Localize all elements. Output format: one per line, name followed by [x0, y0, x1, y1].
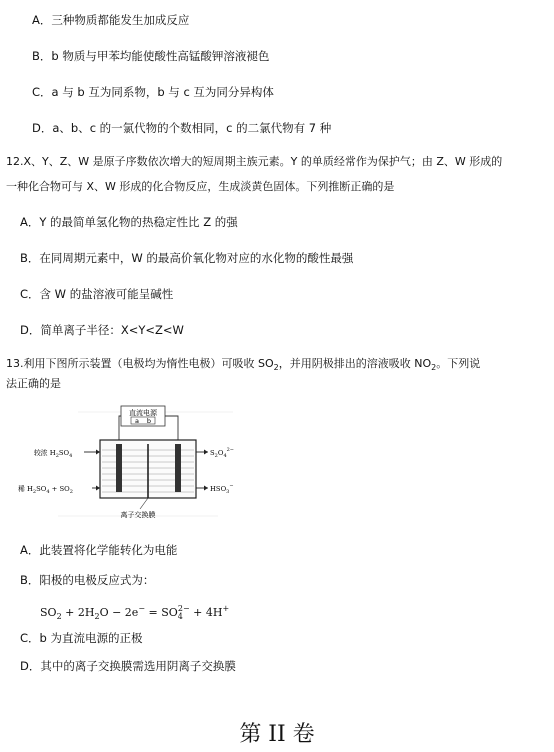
q12-stem-line1: 12.X、Y、Z、W 是原子序数依次增大的短周期主族元素。Y 的单质经常作为保护气；由 Z、W 形成的: [6, 155, 503, 168]
q12-option-a: A．Y 的最简单氢化物的热稳定性比 Z 的强: [20, 215, 238, 229]
eq-part3: O − 2e: [99, 606, 139, 619]
q13-stem-line2: 法正确的是: [6, 377, 61, 390]
q11-option-c: C．a 与 b 互为同系物，b 与 c 互为同分异构体: [32, 85, 274, 99]
eq-part2: + 2H: [61, 606, 95, 619]
eq-sup1: −: [138, 604, 146, 613]
q13-option-a: A．此装置将化学能转化为电能: [20, 543, 178, 557]
terminal-a-label: a: [135, 417, 139, 425]
anode-equation: [40, 601, 229, 625]
eq-sup4: 2−: [177, 604, 190, 613]
inlet-bottom-label: 稀 $H_2SO_4 + SO_2$: [18, 485, 73, 495]
q12-option-b: B．在同周期元素中，W 的最高价氧化物对应的水化物的酸性最强: [20, 251, 354, 265]
left-electrode: [116, 444, 122, 492]
electrolysis-diagram: [18, 404, 243, 522]
q13-stem-part-a: 13.利用下图所示装置（电极均为惰性电极）可吸收 SO: [6, 357, 274, 370]
eq-part5: + 4H: [189, 606, 223, 619]
eq-part4: = SO: [145, 606, 178, 619]
eq-part1: SO: [40, 606, 57, 619]
q13-stem-line1: [6, 356, 480, 376]
q11-option-a: A．三种物质都能发生加成反应: [32, 13, 190, 27]
q11-option-d: D．a、b、c 的一氯代物的个数相同，c 的二氯代物有 7 种: [32, 121, 332, 135]
outlet-bottom-label: $HSO_3^-$: [210, 483, 234, 495]
q12-stem-line2: 一种化合物可与 X、W 形成的化合物反应，生成淡黄色固体。下列推断正确的是: [6, 180, 395, 193]
eq-sub2: 2: [94, 612, 100, 621]
q12-option-d: D．简单离子半径：X<Y<Z<W: [20, 323, 184, 337]
q13-stem-part-c: 。下列说: [436, 357, 481, 370]
membrane-label: 离子交换膜: [120, 511, 156, 519]
eq-sub4: 4: [177, 612, 183, 621]
q13-stem-sub1: 2: [273, 363, 279, 372]
q13-stem-part-b: ，并用阴极排出的溶液吸收 NO: [278, 357, 432, 370]
terminal-b-label: b: [146, 417, 152, 425]
q13-option-c: C．b 为直流电源的正极: [20, 631, 143, 645]
q13-option-d: D．其中的离子交换膜需选用阴离子交换膜: [20, 659, 236, 673]
q13-option-b: B．阳极的电极反应式为：: [20, 573, 155, 587]
q13-stem-sub2: 2: [431, 363, 437, 372]
eq-sup5: +: [222, 604, 230, 613]
eq-sub1: 2: [56, 612, 62, 621]
power-supply-label: 直流电源: [129, 409, 157, 417]
q12-option-c: C．含 W 的盐溶液可能呈碱性: [20, 287, 174, 301]
outlet-top-label: $S_2O_4^{2-}$: [210, 447, 234, 459]
q11-option-b: B．b 物质与甲苯均能使酸性高锰酸钾溶液褪色: [32, 49, 270, 63]
right-electrode: [175, 444, 181, 492]
inlet-top-label: 较浓 $H_2SO_4$: [34, 449, 73, 459]
section-title: 第 II 卷: [239, 722, 315, 747]
